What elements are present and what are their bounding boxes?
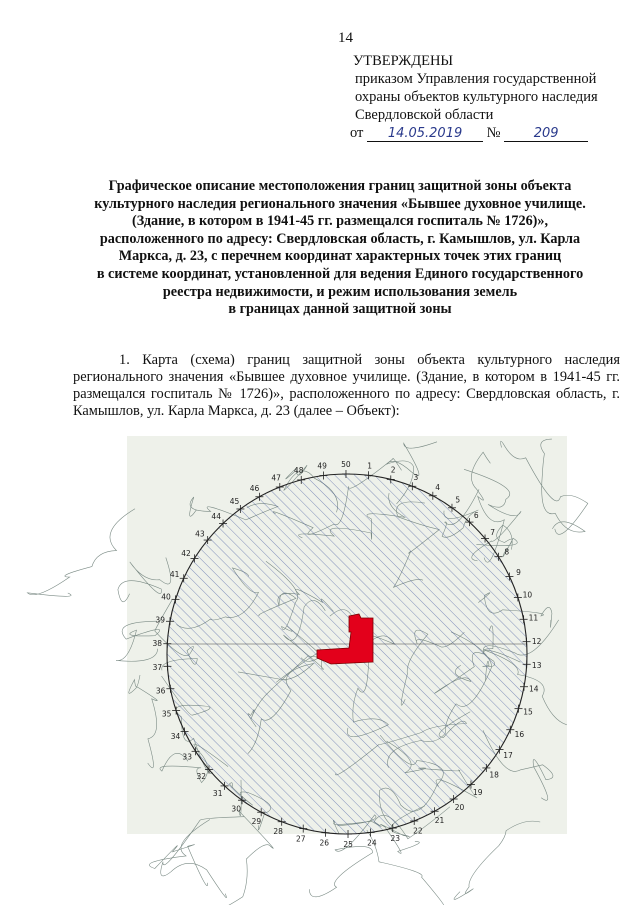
boundary-point-label: 38 — [152, 639, 163, 649]
boundary-point-label: 8 — [504, 547, 510, 557]
from-label: от — [350, 125, 364, 141]
boundary-point-label: 25 — [343, 840, 353, 849]
approval-block — [350, 52, 598, 142]
boundary-point-label: 50 — [341, 460, 351, 469]
boundary-point-label: 37 — [152, 663, 163, 672]
boundary-point-label: 28 — [273, 827, 283, 837]
boundary-point-label: 16 — [514, 729, 525, 739]
boundary-point-label: 18 — [489, 770, 499, 780]
title-line: (Здание, в котором в 1941-45 гг. размещался госпиталь № 1726)», — [131, 213, 549, 230]
topo-line — [367, 830, 480, 905]
boundary-point-label: 17 — [503, 750, 513, 760]
boundary-point-label: 39 — [155, 615, 165, 625]
boundary-point-label: 20 — [454, 803, 465, 813]
boundary-point-label: 10 — [522, 590, 533, 600]
boundary-point-label: 47 — [271, 473, 281, 483]
boundary-point-label: 6 — [473, 510, 479, 520]
boundary-point-label: 26 — [319, 838, 330, 848]
boundary-point-label: 43 — [195, 529, 205, 539]
boundary-point-label: 40 — [161, 592, 171, 602]
zone-map-svg — [127, 436, 567, 849]
boundary-point-label: 5 — [455, 495, 461, 505]
boundary-point-label: 3 — [413, 472, 419, 482]
document-title — [60, 178, 620, 319]
boundary-point-label: 45 — [229, 496, 240, 506]
boundary-point-label: 41 — [169, 570, 180, 580]
paragraph-text: 1. Карта (схема) границ защитной зоны объекта культурного наследия регионального значения «Бывшее духовное училище. (Здание, в котором в 1941-45 гг. размещался госпиталь № 1726)», расположенного по адресу: Свердловская область, г. Камышлов, ул. Карла Маркса, д. 23 (далее – Объект): — [73, 352, 620, 419]
boundary-point-label: 44 — [211, 512, 221, 522]
boundary-point-label: 33 — [182, 752, 192, 762]
boundary-point-label: 21 — [434, 816, 445, 825]
boundary-point-label: 7 — [490, 528, 496, 538]
page-number: 14 — [338, 30, 353, 46]
boundary-point-label: 35 — [161, 709, 172, 719]
title-line: Маркса, д. 23, с перечнем координат характерных точек этих границ — [118, 248, 562, 265]
title-line: в границах данной защитной зоны — [228, 301, 452, 318]
boundary-point-label: 1 — [367, 461, 373, 471]
boundary-point-label: 27 — [296, 834, 306, 844]
approval-date: 14.05.2019 — [367, 126, 483, 142]
boundary-point-label: 48 — [293, 466, 304, 476]
approval-line: приказом Управления государственной — [355, 71, 597, 87]
boundary-point-label: 15 — [523, 707, 533, 717]
boundary-point-label: 22 — [413, 826, 423, 836]
boundary-point-label: 12 — [531, 637, 542, 646]
boundary-point-label: 34 — [170, 731, 181, 741]
boundary-point-label: 2 — [390, 465, 396, 475]
boundary-point-label: 31 — [212, 789, 223, 799]
boundary-point-label: 32 — [196, 771, 207, 781]
boundary-point-label: 4 — [435, 483, 440, 492]
boundary-point-label: 13 — [531, 660, 542, 670]
boundary-point-label: 14 — [529, 684, 539, 694]
title-line: расположенного по адресу: Свердловская область, г. Камышлов, ул. Карла — [99, 230, 581, 247]
zone-map — [127, 436, 567, 849]
topo-line — [27, 509, 135, 597]
boundary-point-label: 9 — [516, 568, 521, 578]
boundary-point-label: 11 — [528, 613, 539, 623]
approval-number: 209 — [504, 126, 588, 142]
title-line: культурного наследия регионального значения «Бывшее духовное училище. — [94, 195, 586, 212]
boundary-point-label: 49 — [317, 461, 327, 471]
boundary-point-label: 19 — [473, 787, 483, 797]
title-line: Графическое описание местоположения границ защитной зоны объекта — [108, 178, 572, 194]
boundary-point-label: 24 — [367, 838, 377, 848]
number-label: № — [486, 125, 501, 141]
approval-line: охраны объектов культурного наследия — [355, 89, 598, 105]
boundary-point-label: 42 — [181, 549, 191, 559]
approval-signature-line — [350, 124, 598, 142]
approval-heading: УТВЕРЖДЕНЫ — [353, 53, 454, 69]
title-line: в системе координат, установленной для ведения Единого государственного — [96, 265, 584, 282]
boundary-point-label: 29 — [251, 817, 262, 826]
title-line: реестра недвижимости, и режим использования земель — [162, 283, 518, 300]
boundary-point-label: 23 — [390, 833, 401, 843]
boundary-point-label: 30 — [231, 804, 241, 814]
section-paragraph — [73, 352, 620, 420]
approval-line: Свердловской области — [355, 107, 494, 123]
boundary-point-label: 36 — [155, 686, 166, 696]
boundary-point-label: 46 — [249, 484, 260, 493]
